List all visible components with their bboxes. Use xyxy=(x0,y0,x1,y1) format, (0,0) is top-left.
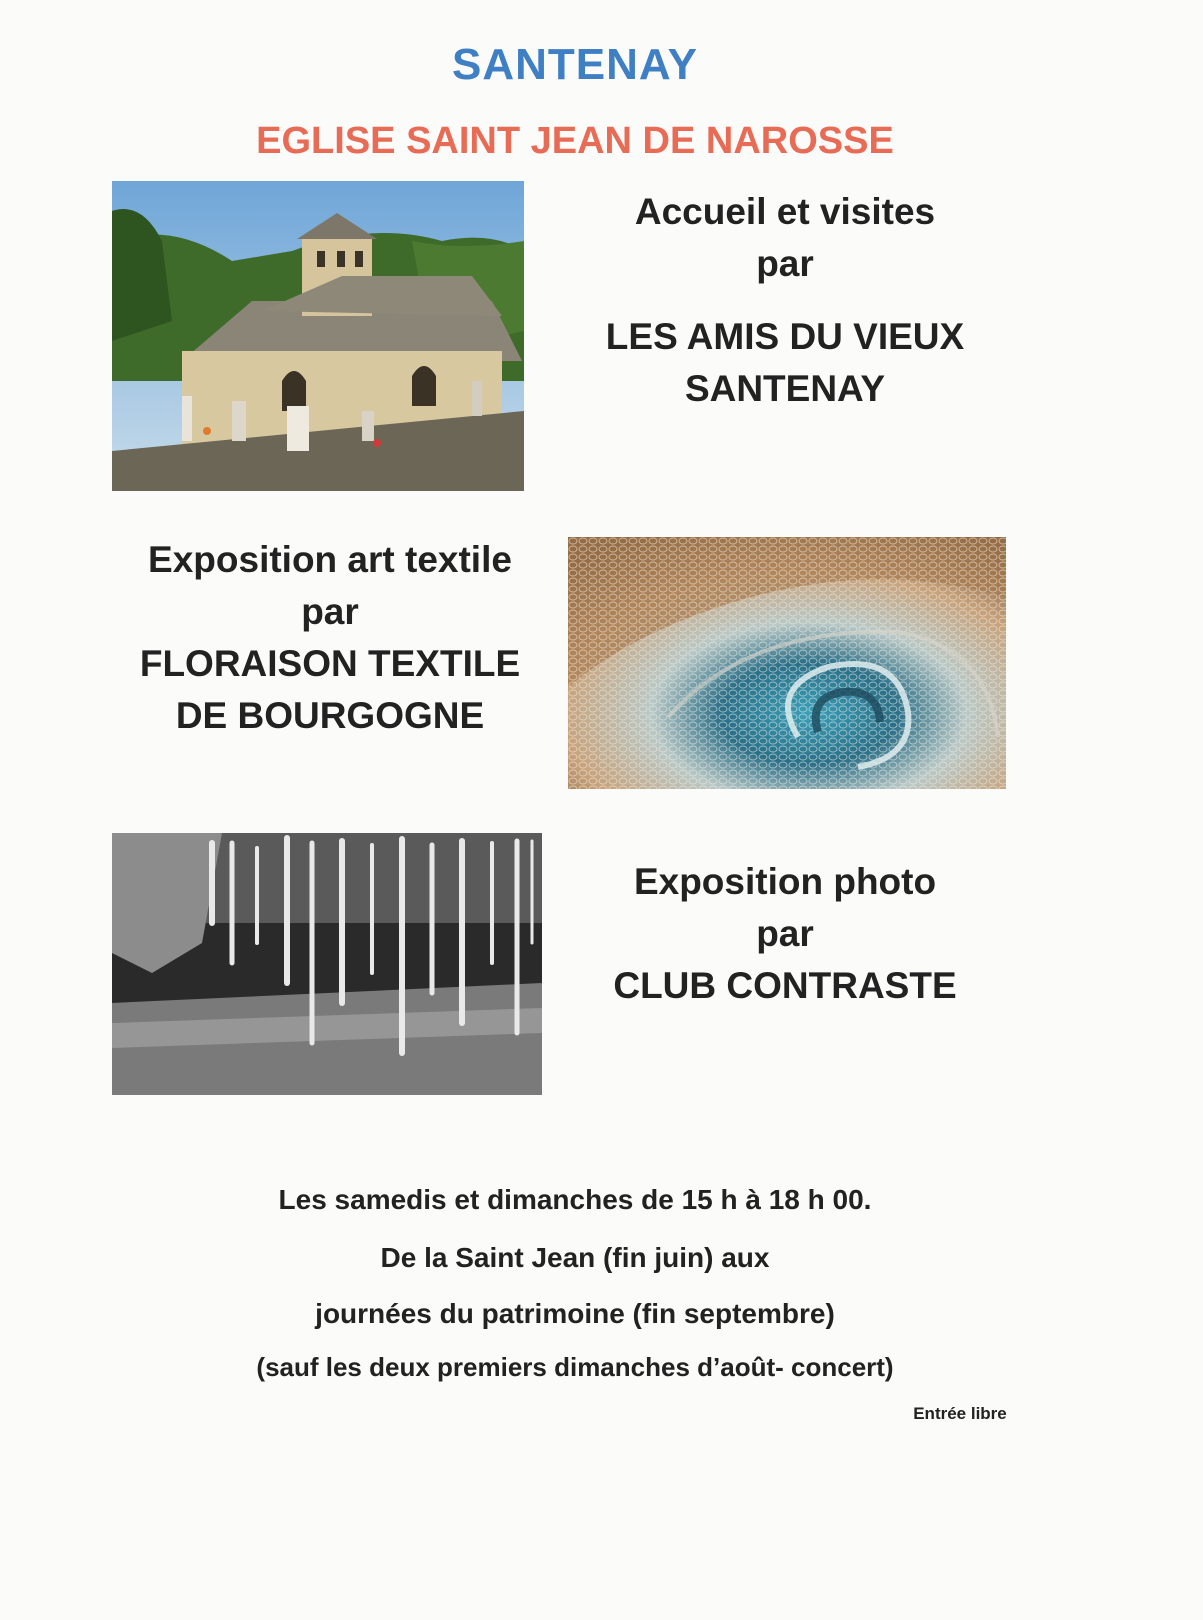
welcome-org-line1: LES AMIS DU VIEUX xyxy=(605,316,965,357)
photo-par: par xyxy=(756,913,814,954)
textile-photo xyxy=(568,537,1006,789)
textile-org-line1: FLORAISON TEXTILE xyxy=(139,643,521,684)
schedule-line-4: (sauf les deux premiers dimanches d’août- concert) xyxy=(256,1352,894,1382)
welcome-par: par xyxy=(756,243,814,284)
schedule-line-3: journées du patrimoine (fin septembre) xyxy=(315,1298,835,1329)
schedule-line-1: Les samedis et dimanches de 15 h à 18 h 00. xyxy=(278,1184,872,1215)
section-photo xyxy=(560,856,1010,1012)
textile-par: par xyxy=(301,591,359,632)
photo-org: CLUB CONTRASTE xyxy=(613,965,957,1006)
page-title: SANTENAY xyxy=(452,40,698,89)
textile-org-line2: DE BOURGOGNE xyxy=(175,695,485,736)
section-welcome-org xyxy=(560,311,1010,415)
textile-line: Exposition art textile xyxy=(148,539,512,580)
welcome-line: Accueil et visites xyxy=(634,191,936,232)
schedule-line-2: De la Saint Jean (fin juin) aux xyxy=(380,1242,770,1273)
page-subtitle: EGLISE SAINT JEAN DE NAROSSE xyxy=(256,120,894,162)
welcome-org-line2: SANTENAY xyxy=(684,368,886,409)
section-textile xyxy=(100,534,560,742)
cave-photo xyxy=(112,833,542,1095)
church-photo xyxy=(112,181,524,491)
entry-note: Entrée libre xyxy=(913,1404,1007,1423)
section-welcome xyxy=(560,186,1010,290)
photo-line: Exposition photo xyxy=(633,861,937,902)
